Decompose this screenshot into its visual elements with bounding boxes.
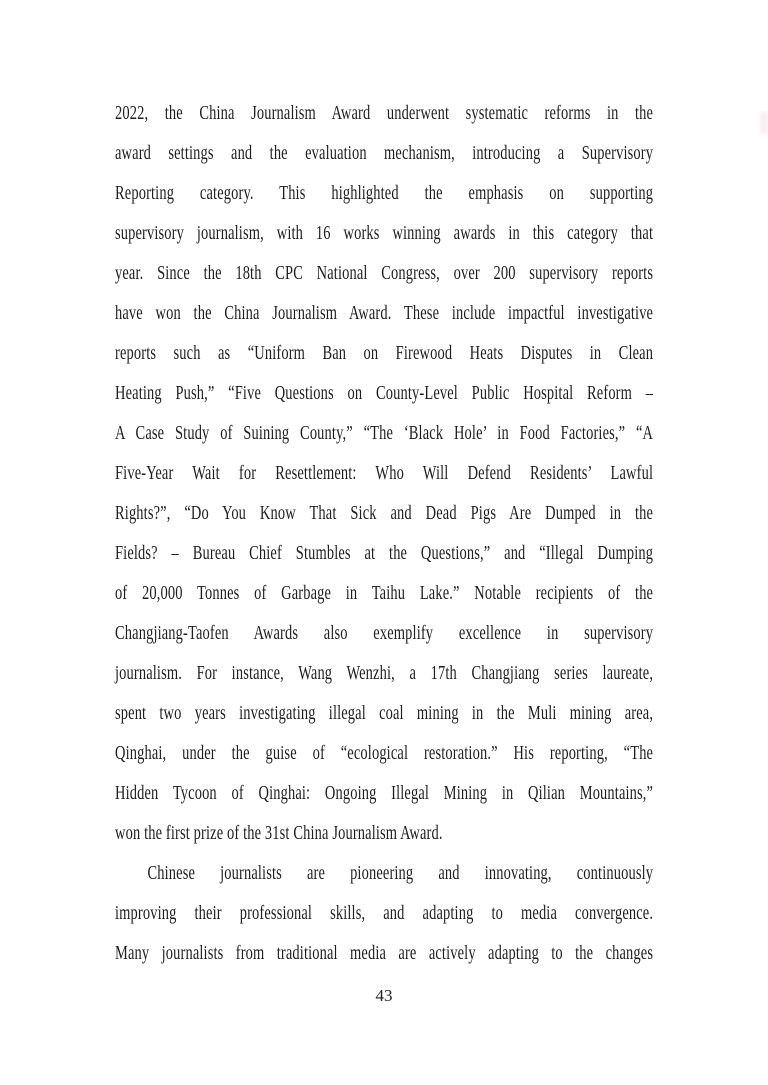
text-line: Heating Push,” “Five Questions on County-Level Public Hospital Reform – <box>115 382 654 404</box>
text-line: Chinese journalists are pioneering and innovating, continuously <box>147 862 654 884</box>
paragraph <box>115 93 653 853</box>
text-line: have won the China Journalism Award. These include impactful investigative <box>115 302 654 324</box>
body-text <box>115 93 653 973</box>
text-line: journalism. For instance, Wang Wenzhi, a 17th Changjiang series laureate, <box>115 662 654 684</box>
text-line: year. Since the 18th CPC National Congress, over 200 supervisory reports <box>115 262 654 284</box>
text-line: supervisory journalism, with 16 works winning awards in this category that <box>115 222 654 244</box>
text-line: award settings and the evaluation mechanism, introducing a Supervisory <box>115 142 654 164</box>
text-line: reports such as “Uniform Ban on Firewood Heats Disputes in Clean <box>115 342 654 364</box>
text-line: Changjiang-Taofen Awards also exemplify excellence in supervisory <box>115 622 654 644</box>
text-line: Qinghai, under the guise of “ecological restoration.” His reporting, “The <box>115 742 654 764</box>
text-line: improving their professional skills, and adapting to media convergence. <box>115 902 654 924</box>
text-line: Many journalists from traditional media are actively adapting to the changes <box>115 942 654 964</box>
text-line: spent two years investigating illegal coal mining in the Muli mining area, <box>115 702 654 724</box>
text-line: Rights?”, “Do You Know That Sick and Dead Pigs Are Dumped in the <box>115 502 654 524</box>
text-line: 2022, the China Journalism Award underwent systematic reforms in the <box>115 102 654 124</box>
edge-artifact-mark <box>760 112 768 134</box>
text-line: Fields? – Bureau Chief Stumbles at the Questions,” and “Illegal Dumping <box>115 542 654 564</box>
text-line: won the first prize of the 31st China Journalism Award. <box>115 822 443 844</box>
text-line: A Case Study of Suining County,” “The ‘Black Hole’ in Food Factories,” “A <box>115 422 654 444</box>
page-number: 43 <box>375 986 393 1005</box>
text-line: Five-Year Wait for Resettlement: Who Will Defend Residents’ Lawful <box>115 462 654 484</box>
text-line: Hidden Tycoon of Qinghai: Ongoing Illegal Mining in Qilian Mountains,” <box>115 782 654 804</box>
paragraph <box>115 853 653 973</box>
text-line: Reporting category. This highlighted the emphasis on supporting <box>115 182 654 204</box>
text-line: of 20,000 Tonnes of Garbage in Taihu Lake.” Notable recipients of the <box>115 582 654 604</box>
